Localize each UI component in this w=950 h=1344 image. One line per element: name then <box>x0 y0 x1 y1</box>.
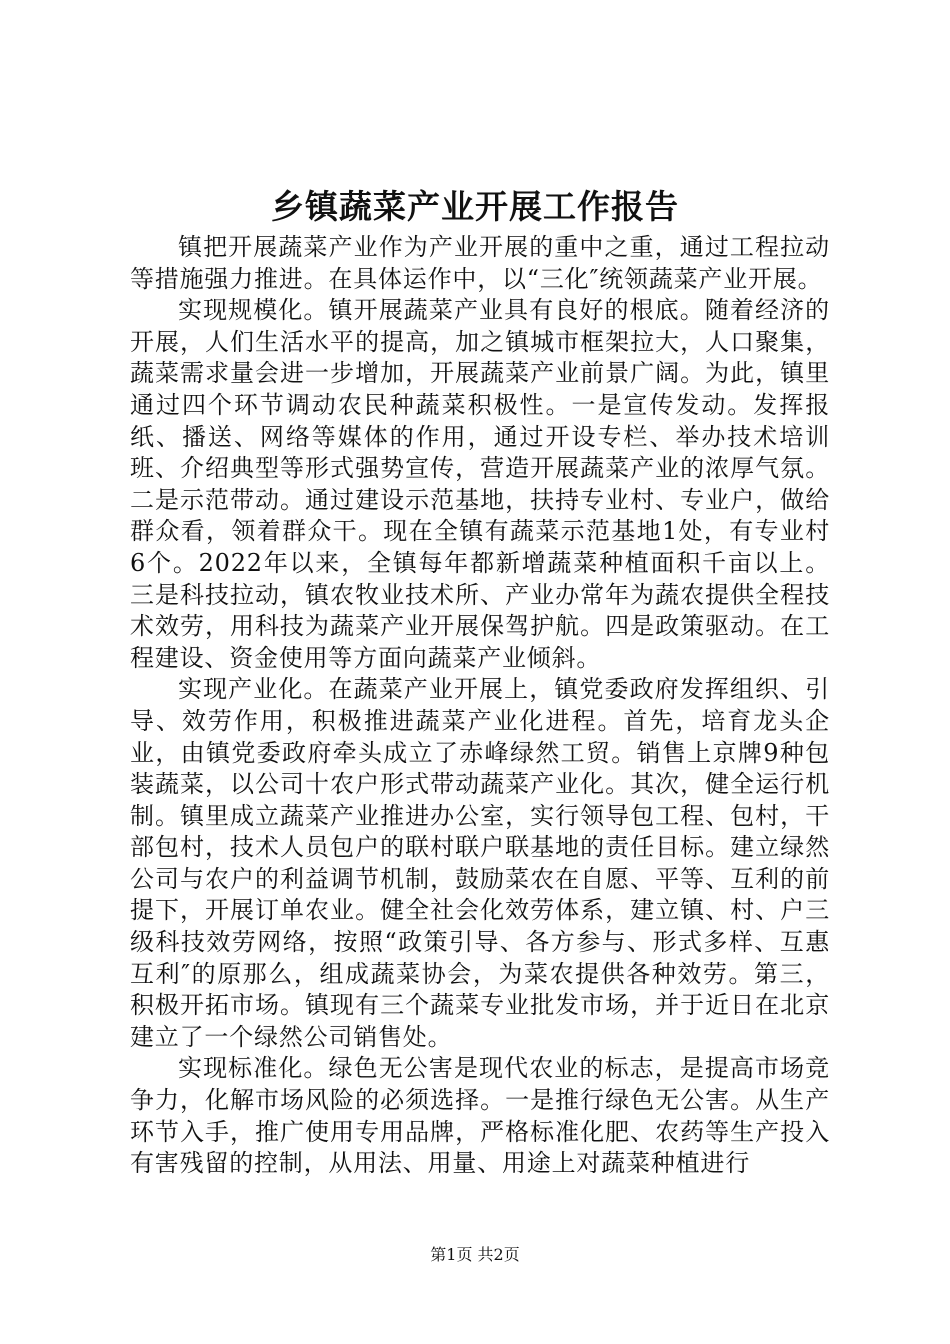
document-title: 乡镇蔬菜产业开展工作报告 <box>271 187 679 226</box>
document-body <box>130 232 830 1180</box>
paragraph-intro: 镇把开展蔬菜产业作为产业开展的重中之重，通过工程拉动等措施强力推进。在具体运作中，以“三化″统领蔬菜产业开展。 <box>130 233 830 293</box>
page-footer: 第1页 共2页 <box>430 1245 520 1264</box>
paragraph-scale: 实现规模化。镇开展蔬菜产业具有良好的根底。随着经济的开展，人们生活水平的提高，加之镇城市框架拉大，人口聚集，蔬菜需求量会进一步增加，开展蔬菜产业前景广阔。为此，镇里通过四个环节调动农民种蔬菜积极性。一是宣传发动。发挥报纸、播送、网络等媒体的作用，通过开设专栏、举办技术培训班、介绍典型等形式强势宣传，营造开展蔬菜产业的浓厚气氛。二是示范带动。通过建设示范基地，扶持专业村、专业户，做给群众看，领着群众干。现在全镇有蔬菜示范基地1处，有专业村6个。2022年以来，全镇每年都新增蔬菜种植面积千亩以上。三是科技拉动，镇农牧业技术所、产业办常年为蔬农提供全程技术效劳，用科技为蔬菜产业开展保驾护航。四是政策驱动。在工程建设、资金使用等方面向蔬菜产业倾斜。 <box>130 296 830 672</box>
paragraph-standardization: 实现标准化。绿色无公害是现代农业的标志，是提高市场竞争力，化解市场风险的必须选择。一是推行绿色无公害。从生产环节入手，推广使用专用品牌，严格标准化肥、农药等生产投入有害残留的控制，从用法、用量、用途上对蔬菜种植进行 <box>130 1054 830 1178</box>
paragraph-industrialization: 实现产业化。在蔬菜产业开展上，镇党委政府发挥组织、引导、效劳作用，积极推进蔬菜产业化进程。首先，培育龙头企业，由镇党委政府牵头成立了赤峰绿然工贸。销售上京牌9种包装蔬菜，以公司十农户形式带动蔬菜产业化。其次，健全运行机制。镇里成立蔬菜产业推进办公室，实行领导包工程、包村，干部包村，技术人员包户的联村联户联基地的责任目标。建立绿然公司与农户的利益调节机制，鼓励菜农在自愿、平等、互利的前提下，开展订单农业。健全社会化效劳体系，建立镇、村、户三级科技效劳网络，按照“政策引导、各方参与、形式多样、互惠互利″的原那么，组成蔬菜协会，为菜农提供各种效劳。第三，积极开拓市场。镇现有三个蔬菜专业批发市场，并于近日在北京建立了一个绿然公司销售处。 <box>130 675 830 1051</box>
